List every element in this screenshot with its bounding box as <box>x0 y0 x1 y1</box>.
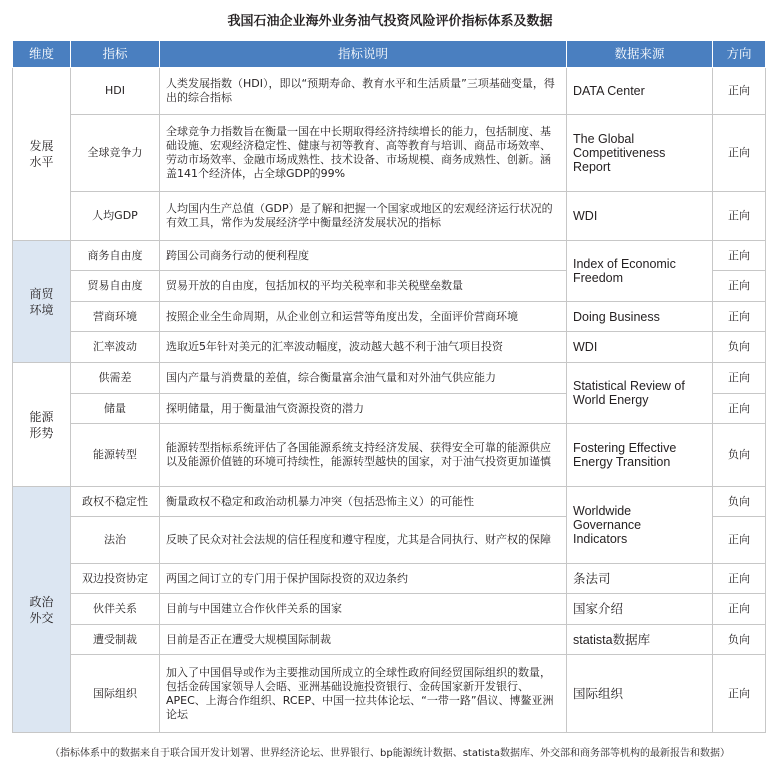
indicator-cell: 商务自由度 <box>71 241 160 271</box>
indicator-cell: 全球竞争力 <box>71 115 160 192</box>
indicator-cell: 伙伴关系 <box>71 594 160 625</box>
description-cell: 目前是否正在遭受大规模国际制裁 <box>160 625 567 655</box>
description-cell: 选取近5年针对美元的汇率波动幅度，波动越大越不利于油气项目投资 <box>160 332 567 363</box>
indicator-cell: 贸易自由度 <box>71 271 160 302</box>
description-cell: 人类发展指数（HDI），即以“预期寿命、教育水平和生活质量”三项基础变量，得出的综合指标 <box>160 68 567 115</box>
table-row <box>13 68 766 115</box>
source-cell: Statistical Review of World Energy <box>567 363 713 424</box>
source-cell: Fostering Effective Energy Transition <box>567 424 713 487</box>
description-cell: 跨国公司商务行动的便利程度 <box>160 241 567 271</box>
table-row <box>13 115 766 192</box>
source-cell: The Global Competitiveness Report <box>567 115 713 192</box>
direction-cell: 正向 <box>713 655 766 733</box>
table-row <box>13 594 766 625</box>
direction-cell: 正向 <box>713 564 766 594</box>
dimension-cell: 政治 外交 <box>13 487 71 733</box>
direction-cell: 正向 <box>713 241 766 271</box>
source-cell: 国家介绍 <box>567 594 713 625</box>
description-cell: 反映了民众对社会法规的信任程度和遵守程度，尤其是合同执行、财产权的保障 <box>160 517 567 564</box>
source-cell: Worldwide Governance Indicators <box>567 487 713 564</box>
dimension-cell: 能源 形势 <box>13 363 71 487</box>
table-row <box>13 655 766 733</box>
source-cell: DATA Center <box>567 68 713 115</box>
source-cell: Index of Economic Freedom <box>567 241 713 302</box>
indicator-cell: 人均GDP <box>71 192 160 241</box>
description-cell: 贸易开放的自由度，包括加权的平均关税率和非关税壁垒数量 <box>160 271 567 302</box>
direction-cell: 正向 <box>713 271 766 302</box>
direction-cell: 正向 <box>713 68 766 115</box>
description-cell: 探明储量，用于衡量油气资源投资的潜力 <box>160 394 567 424</box>
direction-cell: 正向 <box>713 594 766 625</box>
dimension-cell: 发展 水平 <box>13 68 71 241</box>
direction-cell: 正向 <box>713 192 766 241</box>
source-cell: WDI <box>567 332 713 363</box>
source-cell: statista数据库 <box>567 625 713 655</box>
source-cell: 条法司 <box>567 564 713 594</box>
table-row <box>13 302 766 332</box>
indicator-cell: HDI <box>71 68 160 115</box>
description-cell: 衡量政权不稳定和政治动机暴力冲突（包括恐怖主义）的可能性 <box>160 487 567 517</box>
indicator-cell: 遭受制裁 <box>71 625 160 655</box>
table-title: 我国石油企业海外业务油气投资风险评价指标体系及数据 <box>227 14 553 29</box>
source-cell: 国际组织 <box>567 655 713 733</box>
dimension-cell: 商贸 环境 <box>13 241 71 363</box>
description-cell: 人均国内生产总值（GDP）是了解和把握一个国家或地区的宏观经济运行状况的有效工具，常作为发展经济学中衡量经济发展状况的指标 <box>160 192 567 241</box>
indicator-cell: 双边投资协定 <box>71 564 160 594</box>
indicator-cell: 法治 <box>71 517 160 564</box>
direction-cell: 负向 <box>713 332 766 363</box>
indicator-cell: 汇率波动 <box>71 332 160 363</box>
description-cell: 按照企业全生命周期，从企业创立和运营等角度出发，全面评价营商环境 <box>160 302 567 332</box>
indicator-cell: 国际组织 <box>71 655 160 733</box>
header-description: 指标说明 <box>160 41 567 68</box>
header-row <box>13 41 766 68</box>
direction-cell: 正向 <box>713 394 766 424</box>
direction-cell: 负向 <box>713 487 766 517</box>
header-dimension: 维度 <box>13 41 71 68</box>
header-source: 数据来源 <box>567 41 713 68</box>
direction-cell: 正向 <box>713 115 766 192</box>
source-cell: WDI <box>567 192 713 241</box>
table-row <box>13 332 766 363</box>
description-cell: 能源转型指标系统评估了各国能源系统支持经济发展、获得安全可靠的能源供应以及能源价值链的环境可持续性，能源转型越快的国家，对于油气投资更加谨慎 <box>160 424 567 487</box>
indicator-cell: 储量 <box>71 394 160 424</box>
table-row <box>13 241 766 271</box>
description-cell: 全球竞争力指数旨在衡量一国在中长期取得经济持续增长的能力，包括制度、基础设施、宏观经济稳定性、健康与初等教育、高等教育与培训、商品市场效率、劳动市场效率、金融市场成熟性、技术设备、市场规模、商务成熟性、创新。涵盖141个经济体，占全球GDP的99% <box>160 115 567 192</box>
table-row <box>13 363 766 394</box>
direction-cell: 负向 <box>713 424 766 487</box>
description-cell: 国内产量与消费量的差值，综合衡量富余油气量和对外油气供应能力 <box>160 363 567 394</box>
indicator-cell: 能源转型 <box>71 424 160 487</box>
indicator-table <box>12 40 766 733</box>
table-row <box>13 424 766 487</box>
direction-cell: 正向 <box>713 302 766 332</box>
source-cell: Doing Business <box>567 302 713 332</box>
description-cell: 两国之间订立的专门用于保护国际投资的双边条约 <box>160 564 567 594</box>
table-row <box>13 625 766 655</box>
description-cell: 加入了中国倡导或作为主要推动国所成立的全球性政府间经贸国际组织的数量，包括金砖国家领导人会晤、亚洲基础设施投资银行、金砖国家新开发银行、APEC、上海合作组织、RCEP、中国一拉共体论坛、“一带一路”倡议、博鳌亚洲论坛 <box>160 655 567 733</box>
table-row <box>13 564 766 594</box>
direction-cell: 正向 <box>713 517 766 564</box>
indicator-cell: 政权不稳定性 <box>71 487 160 517</box>
description-cell: 目前与中国建立合作伙伴关系的国家 <box>160 594 567 625</box>
indicator-cell: 营商环境 <box>71 302 160 332</box>
table-row <box>13 192 766 241</box>
direction-cell: 负向 <box>713 625 766 655</box>
header-direction: 方向 <box>713 41 766 68</box>
indicator-cell: 供需差 <box>71 363 160 394</box>
direction-cell: 正向 <box>713 363 766 394</box>
header-indicator: 指标 <box>71 41 160 68</box>
table-row <box>13 487 766 517</box>
footnote: （指标体系中的数据来自于联合国开发计划署、世界经济论坛、世界银行、bp能源统计数据、statista数据库、外交部和商务部等机构的最新报告和数据） <box>50 748 730 759</box>
